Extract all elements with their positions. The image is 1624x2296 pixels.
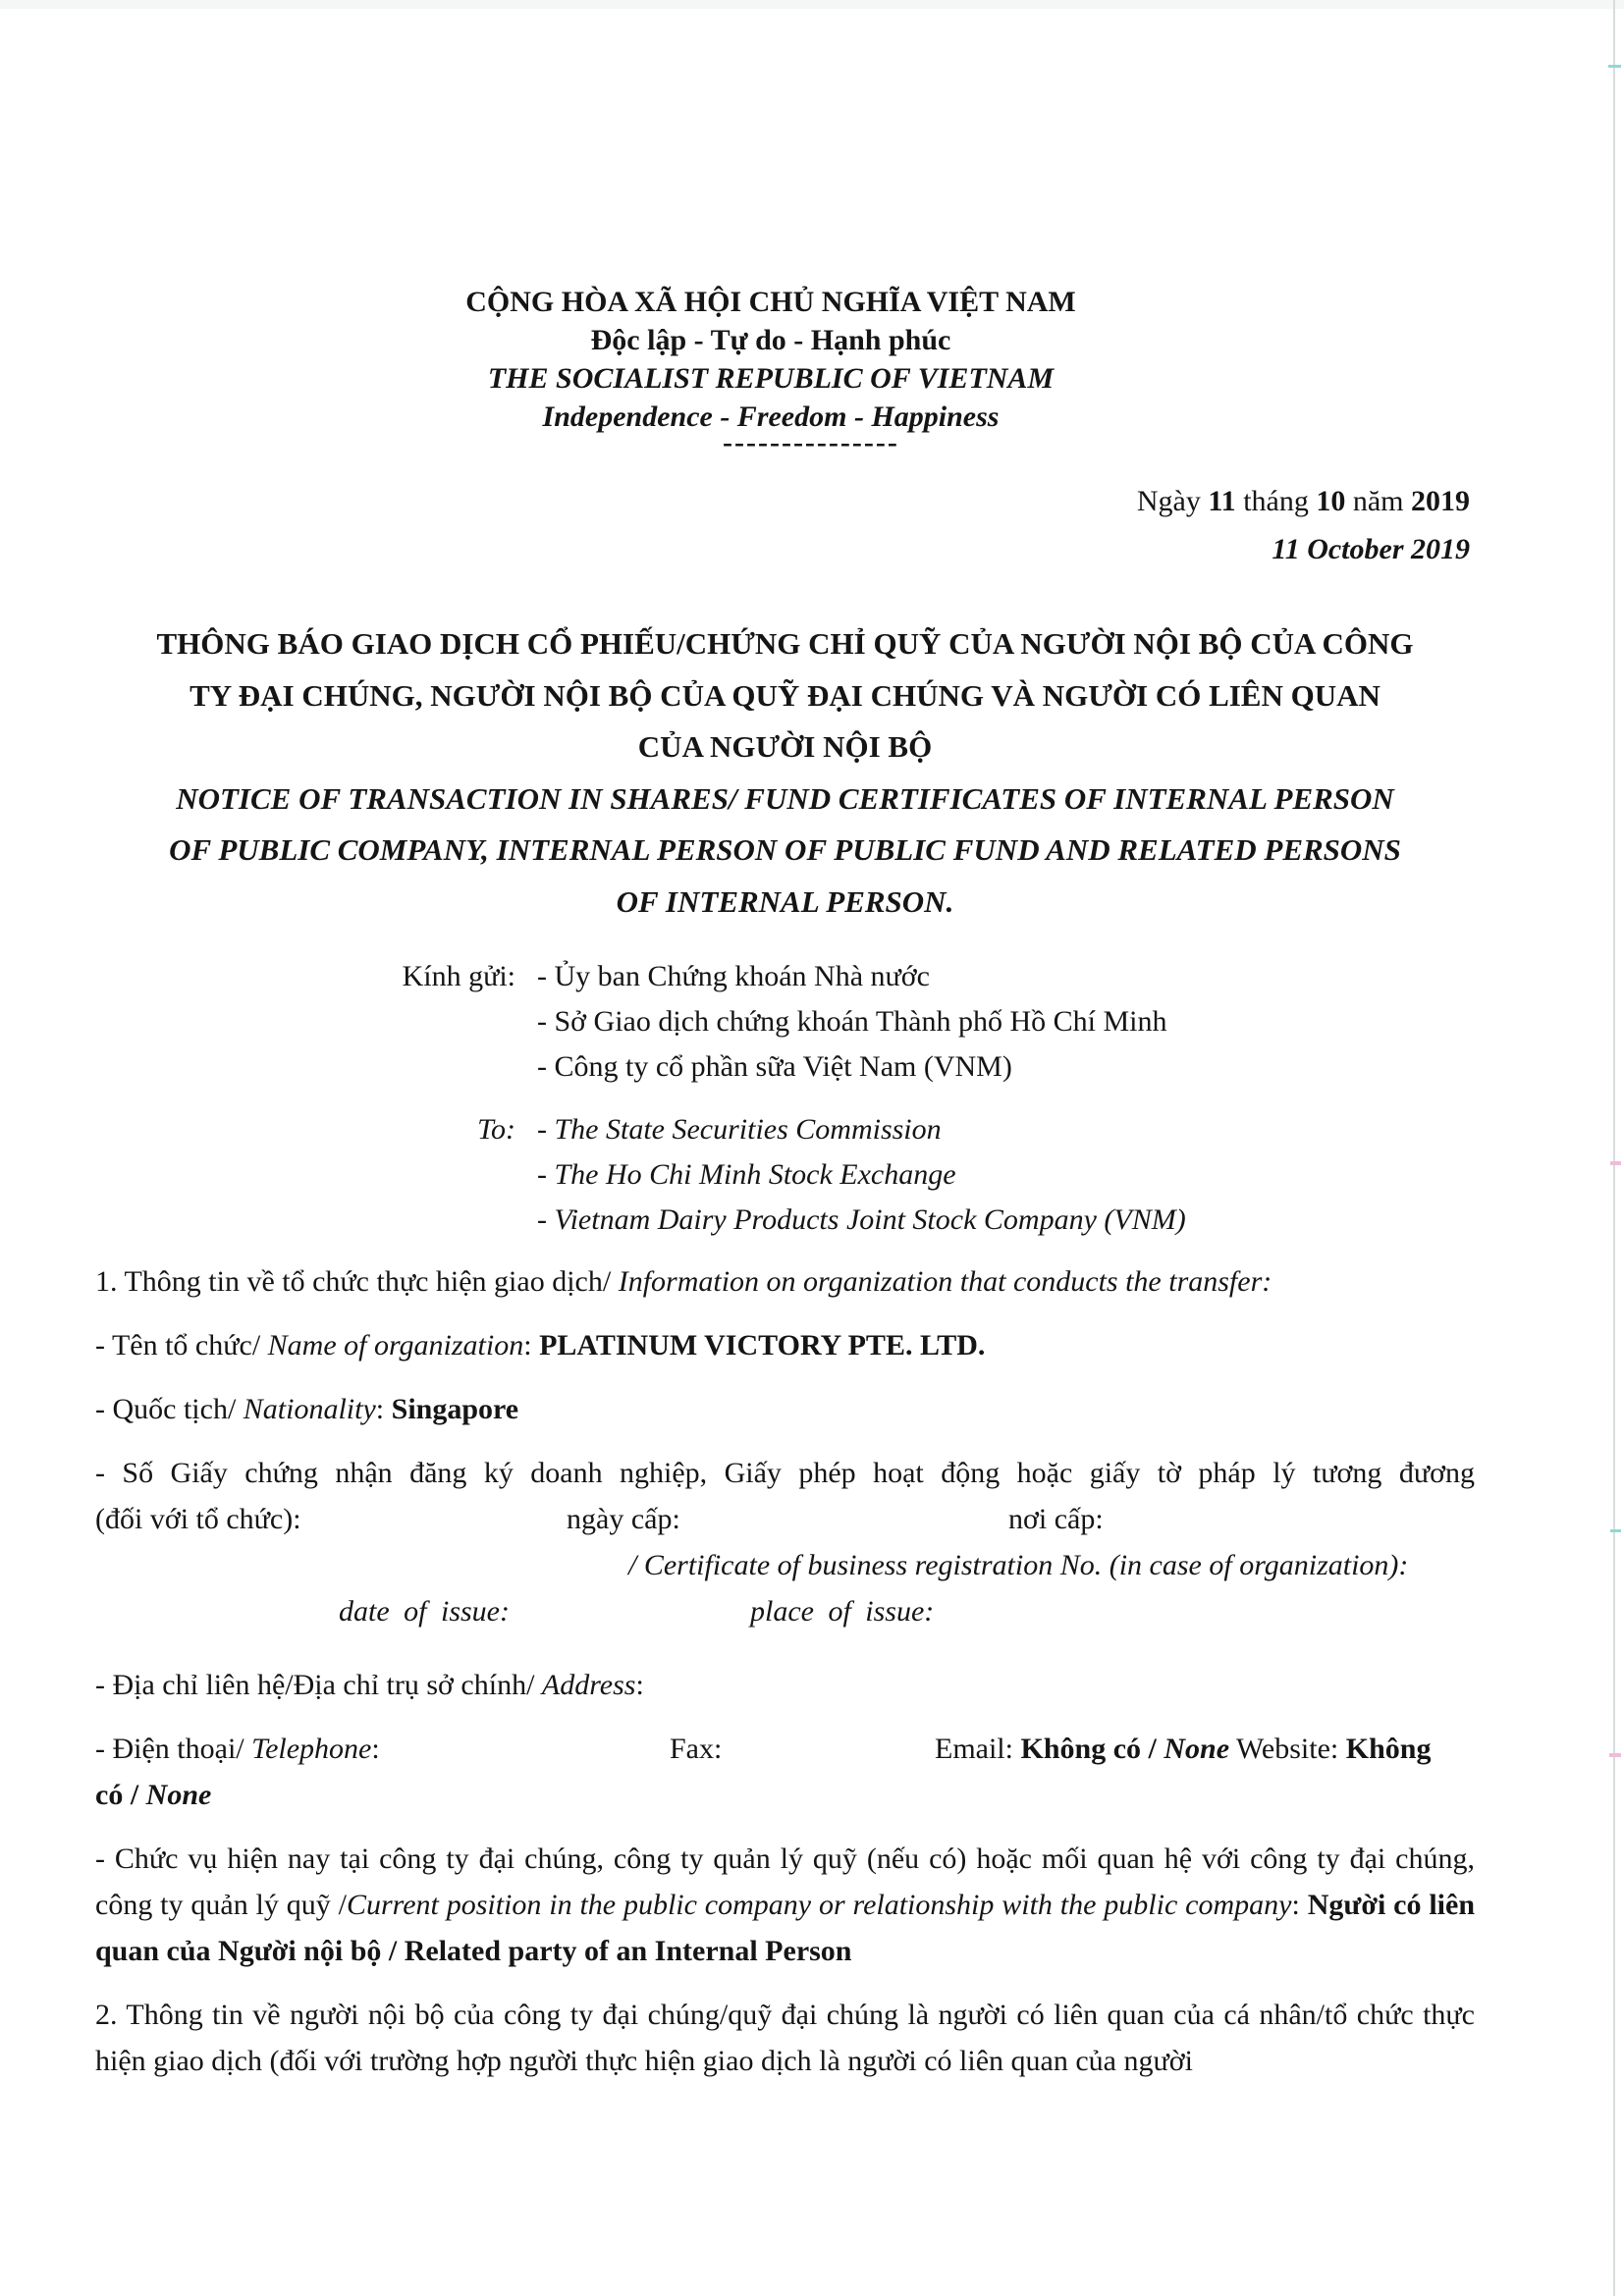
nationality-line: - Quốc tịch/ Nationality: Singapore xyxy=(95,1393,519,1425)
title-en-line: NOTICE OF TRANSACTION IN SHARES/ FUND CERTIFICATES OF INTERNAL PERSON xyxy=(176,780,1394,816)
recipient-item: - Vietnam Dairy Products Joint Stock Company (VNM) xyxy=(537,1203,1186,1236)
registration-label-en: / Certificate of business registration No. (in case of organization): xyxy=(628,1549,1409,1581)
fax-label: Fax: xyxy=(670,1733,723,1765)
place-of-issue-label: place of issue: xyxy=(750,1595,935,1628)
recipients-en-items xyxy=(537,1107,1186,1243)
date-block xyxy=(1137,477,1470,573)
scan-teal-tick-artifact xyxy=(1608,65,1621,68)
header-republic-en: THE SOCIALIST REPUBLIC OF VIETNAM xyxy=(487,362,1055,395)
date-line-vi: Ngày 11 tháng 10 năm 2019 xyxy=(1136,485,1470,517)
registration-fields-vi xyxy=(95,1496,1475,1542)
date-line-en: 11 October 2019 xyxy=(1272,533,1470,565)
header-divider: --------------- xyxy=(723,426,899,458)
registration-block xyxy=(95,1450,1475,1634)
recipients-en-label: To: xyxy=(477,1113,515,1146)
title-en-line: OF INTERNAL PERSON. xyxy=(616,883,954,919)
header-motto-vi: Độc lập - Tự do - Hạnh phúc xyxy=(590,324,951,356)
scan-pink-tick-artifact xyxy=(1609,1753,1621,1757)
position-value: Người có liên quan của Người nội bộ / Related party of an Internal Person xyxy=(95,1889,1476,1967)
registration-org-label: (đối với tổ chức): xyxy=(95,1503,301,1535)
header-motto-en: Independence - Freedom - Happiness xyxy=(542,400,1000,433)
recipient-item: - The Ho Chi Minh Stock Exchange xyxy=(537,1158,956,1191)
email-website-segment: Email: Không có / None Website: Không xyxy=(935,1733,1432,1765)
recipient-item: - Công ty cổ phần sữa Việt Nam (VNM) xyxy=(537,1050,1012,1083)
scan-pink-tick-artifact xyxy=(1610,1161,1621,1165)
national-header xyxy=(59,283,1483,436)
section1-heading: 1. Thông tin về tổ chức thực hiện giao dịch/ Information on organization that conducts the transfer: xyxy=(95,1265,1272,1298)
registration-line-vi: - Số Giấy chứng nhận đăng ký doanh nghiệp, Giấy phép hoạt động hoặc giấy tờ pháp lý tương đương xyxy=(95,1457,1475,1489)
section2-paragraph: 2. Thông tin về người nội bộ của công ty đại chúng/quỹ đại chúng là người có liên quan của cá nhân/tổ chức thực hiện giao dịch (đối với trường hợp người thực hiện giao dịch là người có liên quan của người xyxy=(95,1999,1475,2077)
scan-top-band-artifact xyxy=(0,0,1624,9)
org-name-line: - Tên tổ chức/ Name of organization: PLATINUM VICTORY PTE. LTD. xyxy=(95,1329,986,1362)
scan-edge-line-artifact xyxy=(1613,0,1615,2296)
registration-fields-en xyxy=(95,1588,1475,1634)
title-en-line: OF PUBLIC COMPANY, INTERNAL PERSON OF PUBLIC FUND AND RELATED PERSONS xyxy=(169,832,1401,867)
recipient-item: - Ủy ban Chứng khoán Nhà nước xyxy=(537,960,930,992)
header-republic-vi: CỘNG HÒA XÃ HỘI CHỦ NGHĨA VIỆT NAM xyxy=(465,286,1076,318)
recipient-item: - Sở Giao dịch chứng khoán Thành phố Hồ Chí Minh xyxy=(537,1005,1167,1038)
recipient-item: - The State Securities Commission xyxy=(537,1113,942,1146)
document-body xyxy=(95,1258,1475,2102)
website-value-en: None xyxy=(145,1779,212,1811)
registration-issue-place-label-vi: nơi cấp: xyxy=(1008,1503,1104,1535)
website-value-vi-part2: có / xyxy=(95,1779,139,1811)
title-vi-line: THÔNG BÁO GIAO DỊCH CỔ PHIẾU/CHỨNG CHỈ QUỸ CỦA NGƯỜI NỘI BỘ CỦA CÔNG xyxy=(156,626,1414,661)
recipients-vi-items xyxy=(537,954,1167,1090)
website-value-vi-part1: Không xyxy=(1345,1733,1432,1765)
registration-issue-date-label-vi: ngày cấp: xyxy=(567,1503,680,1535)
date-month: 10 xyxy=(1316,485,1346,517)
recipients-en xyxy=(95,1107,1186,1243)
date-of-issue-label: date of issue: xyxy=(339,1595,510,1628)
website-value-wrap-line xyxy=(95,1772,1475,1818)
nationality-value: Singapore xyxy=(391,1393,519,1425)
email-value-en: None xyxy=(1164,1733,1230,1765)
title-vi-line: CỦA NGƯỜI NỘI BỘ xyxy=(637,729,933,764)
recipients-vi xyxy=(95,954,1167,1090)
recipients-vi-label: Kính gửi: xyxy=(402,960,515,992)
telephone-label: - Điện thoại/ Telephone: xyxy=(95,1733,380,1765)
telephone-line xyxy=(95,1726,1475,1818)
email-value-vi: Không có xyxy=(1020,1733,1142,1765)
org-name-value: PLATINUM VICTORY PTE. LTD. xyxy=(539,1329,986,1362)
registration-line-en xyxy=(95,1542,1475,1588)
email-label: Email: xyxy=(935,1733,1013,1765)
title-vi-line: TY ĐẠI CHÚNG, NGƯỜI NỘI BỘ CỦA QUỸ ĐẠI CHÚNG VÀ NGƯỜI CÓ LIÊN QUAN xyxy=(189,677,1380,713)
scan-teal-tick-artifact xyxy=(1610,1529,1621,1532)
document-title xyxy=(95,618,1475,928)
address-line: - Địa chỉ liên hệ/Địa chỉ trụ sở chính/ Address: xyxy=(95,1669,644,1701)
website-label: Website: xyxy=(1236,1733,1339,1765)
position-line: - Chức vụ hiện nay tại công ty đại chúng, công ty quản lý quỹ (nếu có) hoặc mối quan hệ với công ty đại chúng, công ty quản lý quỹ /Current position in the public company or relationship with the public company: Người có liên quan của Người nội bộ / Related party of an Internal Person xyxy=(95,1842,1476,1967)
date-year: 2019 xyxy=(1411,485,1470,517)
date-day: 11 xyxy=(1208,485,1236,517)
